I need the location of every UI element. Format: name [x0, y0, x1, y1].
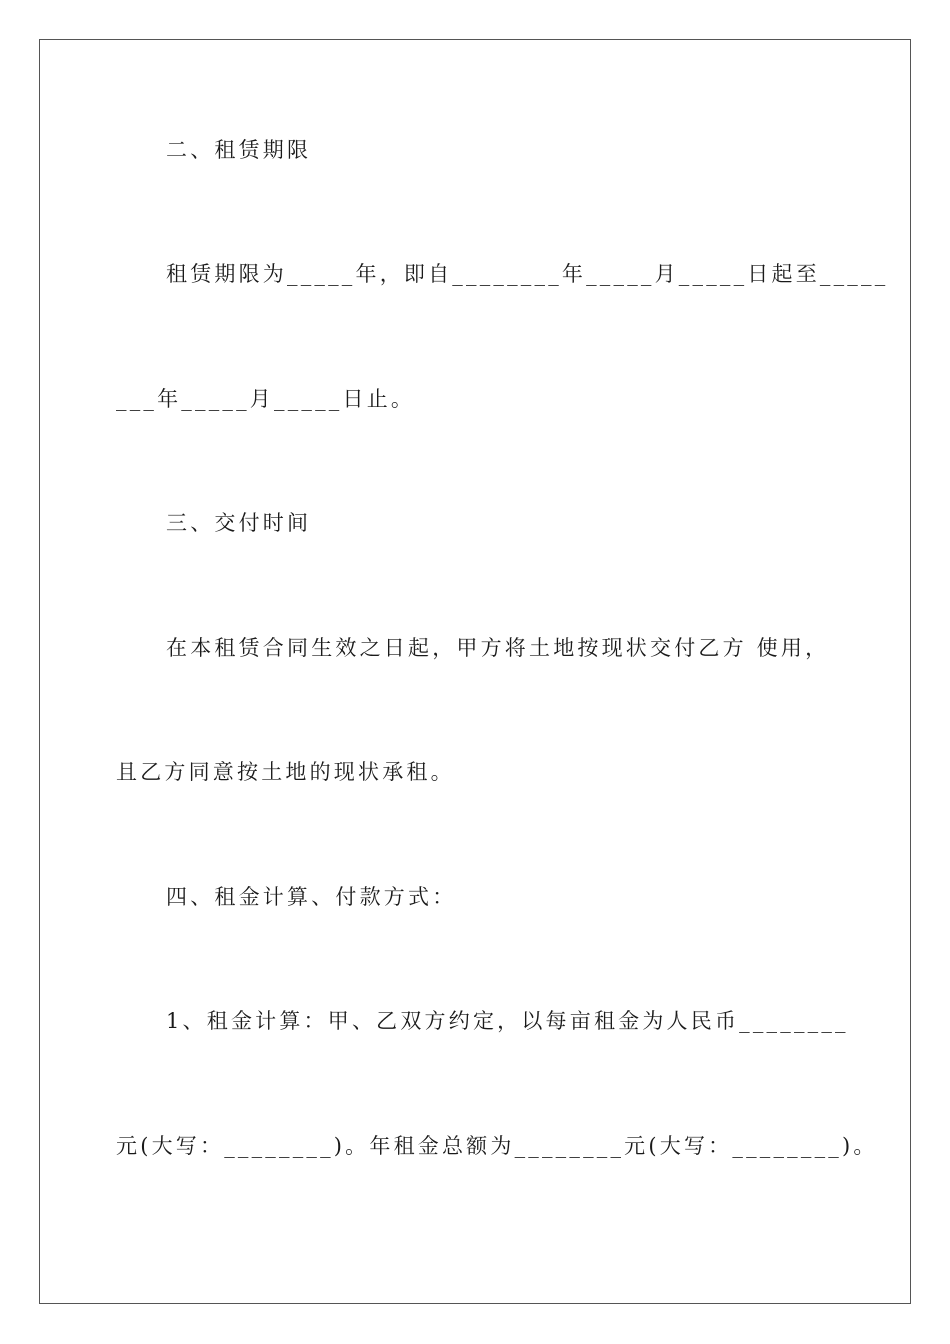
page-frame: [39, 39, 911, 1304]
section4-heading: 四、租金计算、付款方式：: [166, 885, 457, 909]
section3-paragraph-line1: 在本租赁合同生效之日起，甲方将土地按现状交付乙方 使用，: [166, 636, 830, 660]
section2-paragraph-line2: ___年_____月_____日止。: [116, 387, 416, 411]
section4-paragraph-line1: 1、租金计算：甲、乙双方约定，以每亩租金为人民币________: [166, 1009, 849, 1033]
section2-paragraph-line1: 租赁期限为_____年，即自________年_____月_____日起至_____: [166, 262, 889, 286]
section2-heading: 二、租赁期限: [166, 138, 312, 162]
section3-heading: 三、交付时间: [166, 511, 312, 535]
section4-paragraph-line2: 元(大写：________)。年租金总额为________元(大写：________)。: [116, 1134, 878, 1158]
section3-paragraph-line2: 且乙方同意按土地的现状承租。: [116, 760, 455, 784]
